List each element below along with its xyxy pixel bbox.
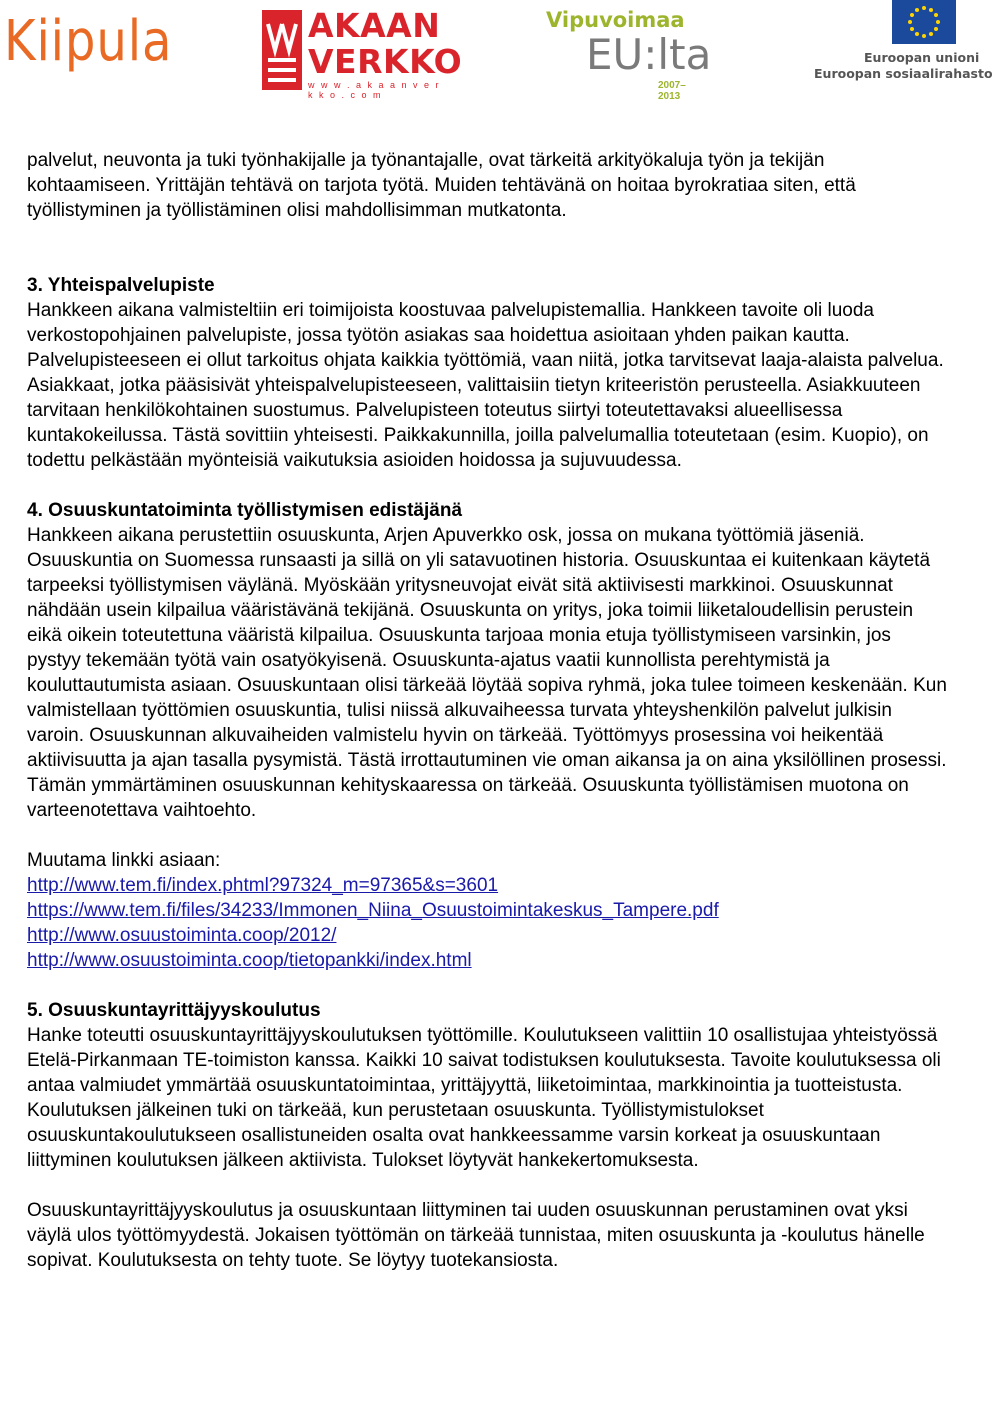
vipuvoimaa-title: Vipuvoimaa xyxy=(546,8,685,32)
spacer xyxy=(27,1173,949,1198)
akaan-title-line2: VERKKO xyxy=(308,42,463,81)
section-5-closing: Osuuskuntayrittäjyyskoulutus ja osuuskuntaan liittyminen tai uuden osuuskunnan perustaminen ovat yksi väylä ulos työttömyydestä. Jokaisen työttömän on tärkeää tunnistaa, miten osuuskunta ja -koulutus hänelle sopivat. Koulutuksesta on tehty tuote. Se löytyy tuotekansiosta. xyxy=(27,1200,925,1271)
section-5-body: Hanke toteutti osuuskuntayrittäjyyskoulutuksen työttömille. Koulutukseen valittiin 10 osallistujaa yhteistyössä Etelä-Pirkanmaan TE-toimiston kanssa. Kaikki 10 saivat todistuksen koulutuksesta. Tavoite koulutuksessa oli antaa valmiudet ymmärtää osuuskuntatoimintaa, yrittäjyyttä, liiketoimintaa, markkinointia ja tuotteistusta. Koulutuksen jälkeinen tuki on tärkeää, kun perustetaan osuuskunta. Työllistymistulokset osuuskuntakoulutukseen osallistuneiden osalta ovat hankkeessamme varsin korkeat ja osuuskuntaan liittyminen koulutuksen jälkeen aktiivista. Tulokset löytyvät hankekertomuksesta. xyxy=(27,1025,941,1171)
link-tem-pdf[interactable]: https://www.tem.fi/files/34233/Immonen_Niina_Osuustoimintakeskus_Tampere.pdf xyxy=(27,900,719,921)
links-intro: Muutama linkki asiaan: xyxy=(27,850,221,871)
vipuvoimaa-eulta-logo xyxy=(546,8,712,102)
section-4-heading xyxy=(27,498,949,523)
link-osuustoiminta-2012[interactable]: http://www.osuustoiminta.coop/2012/ xyxy=(27,925,337,946)
kiipula-logo-text: Kiipula xyxy=(4,9,173,74)
spacer xyxy=(27,823,949,848)
section-3-heading: 3. Yhteispalvelupiste xyxy=(27,275,215,296)
eu-union-label: Euroopan unioni xyxy=(864,50,980,65)
section-4-heading-text: Osuuskuntatoiminta työllistymisen edistäjänä xyxy=(48,500,463,521)
link-list xyxy=(27,873,949,973)
section-3-body: Hankkeen aikana valmisteltiin eri toimijoista koostuvaa palvelupistemallia. Hankkeen tavoite oli luoda verkostopohjainen palvelupiste, jossa työtön asiakas saa hoidettua asioitaan yhden paikan kautta. Palvelupisteeseen ei ollut tarkoitus ohjata kaikkia työttömiä, vaan niitä, jotka tarvitsevat laaja-alaista palvelua. Asiakkaat, jotka pääsisivät yhteispalvelupisteeseen, valittaisiin tietyn kriteeristön perusteella. Asiakkuuteen tarvitaan henkilökohtainen suostumus. Palvelupisteen toteutus siirtyi toteutettavaksi alueellisessa kuntakokeilussa. Tästä sovittiin yhteisesti. Paikkakunnilla, joilla palvelumallia toteutetaan (esim. Kuopio), on todettu pelkästään myönteisiä vaikutuksia asioiden hoidossa ja sujuvuudessa. xyxy=(27,300,944,471)
section-5-heading: 5. Osuuskuntayrittäjyyskoulutus xyxy=(27,1000,321,1021)
eu-flag-icon xyxy=(892,0,956,44)
spacer xyxy=(27,473,949,498)
vipuvoimaa-eu-text: EU:lta xyxy=(586,30,712,79)
link-tem-index[interactable]: http://www.tem.fi/index.phtml?97324_m=97365&s=3601 xyxy=(27,875,499,896)
logo-bar xyxy=(0,0,993,102)
akaan-verkko-url: w w w . a k a a n v e r k k o . c o m xyxy=(308,80,441,100)
eu-social-fund-logo xyxy=(812,0,993,90)
akaan-verkko-title xyxy=(308,8,462,80)
vipuvoimaa-years: 2007–2013 xyxy=(658,80,686,102)
akaan-verkko-logo xyxy=(262,6,463,100)
spacer xyxy=(27,223,949,248)
intro-paragraph: palvelut, neuvonta ja tuki työnhakijalle ja työnantajalle, ovat tärkeitä arkityökaluja työn ja tekijän kohtaamiseen. Yrittäjän tehtävä on tarjota työtä. Muiden tehtävänä on hoitaa byrokratiaa siten, että työllistyminen ja työllistäminen olisi mahdollisimman mutkatonta. xyxy=(27,150,856,221)
akaan-verkko-emblem-icon xyxy=(262,10,302,90)
section-4-heading-number: 4. xyxy=(27,500,49,521)
document-body xyxy=(27,148,949,1273)
spacer xyxy=(27,248,949,273)
eu-social-fund-label: Euroopan sosiaalirahasto xyxy=(814,66,993,81)
spacer xyxy=(27,973,949,998)
section-4-body: Hankkeen aikana perustettiin osuuskunta, Arjen Apuverkko osk, jossa on mukana työttömiä jäseniä. Osuuskuntia on Suomessa runsaasti ja sillä on yli satavuotinen historia. Osuuskuntaa ei kuitenkaan käytetä tarpeeksi työllistymisen väylänä. Myöskään yritysneuvojat eivät sitä aktiivisesti markkinoi. Osuuskunnat nähdään usein kilpailua vääristävänä tekijänä. Osuuskunta on yritys, joka toimii liiketaloudellisin perustein eikä oikein toteutettuna vääristä kilpailua. Osuuskunta tarjoaa monia etuja työllistymiseen varsinkin, jos pystyy tekemään työtä vain osatyökyisenä. Osuuskunta-ajatus vaatii kunnollista perehtymistä ja kouluttautumista asiaan. Osuuskuntaan olisi tärkeää löytää sopiva ryhmä, joka tulee toimeen keskenään. Kun valmistellaan työttömien osuuskuntia, tulisi niissä alkuvaiheessa turvata yhteyshenkilön palvelut julkisin varoin. Osuuskunnan alkuvaiheiden valmistelu hyvin on tärkeää. Työttömyys prosessina voi heikentää aktiivisuutta ja ajan tasalla pysymistä. Tästä irrottautuminen vie oman aikansa ja on aina yksilöllinen prosessi. Tämän ymmärtäminen osuuskunnan kehityskaaressa on tärkeää. Osuuskunta työllistämisen muotona on varteenotettava vaihtoehto. xyxy=(27,525,947,821)
link-osuustoiminta-tietopankki[interactable]: http://www.osuustoiminta.coop/tietopankki/index.html xyxy=(27,950,472,971)
akaan-title-line1: AKAAN xyxy=(308,6,441,45)
kiipula-logo xyxy=(4,6,180,92)
